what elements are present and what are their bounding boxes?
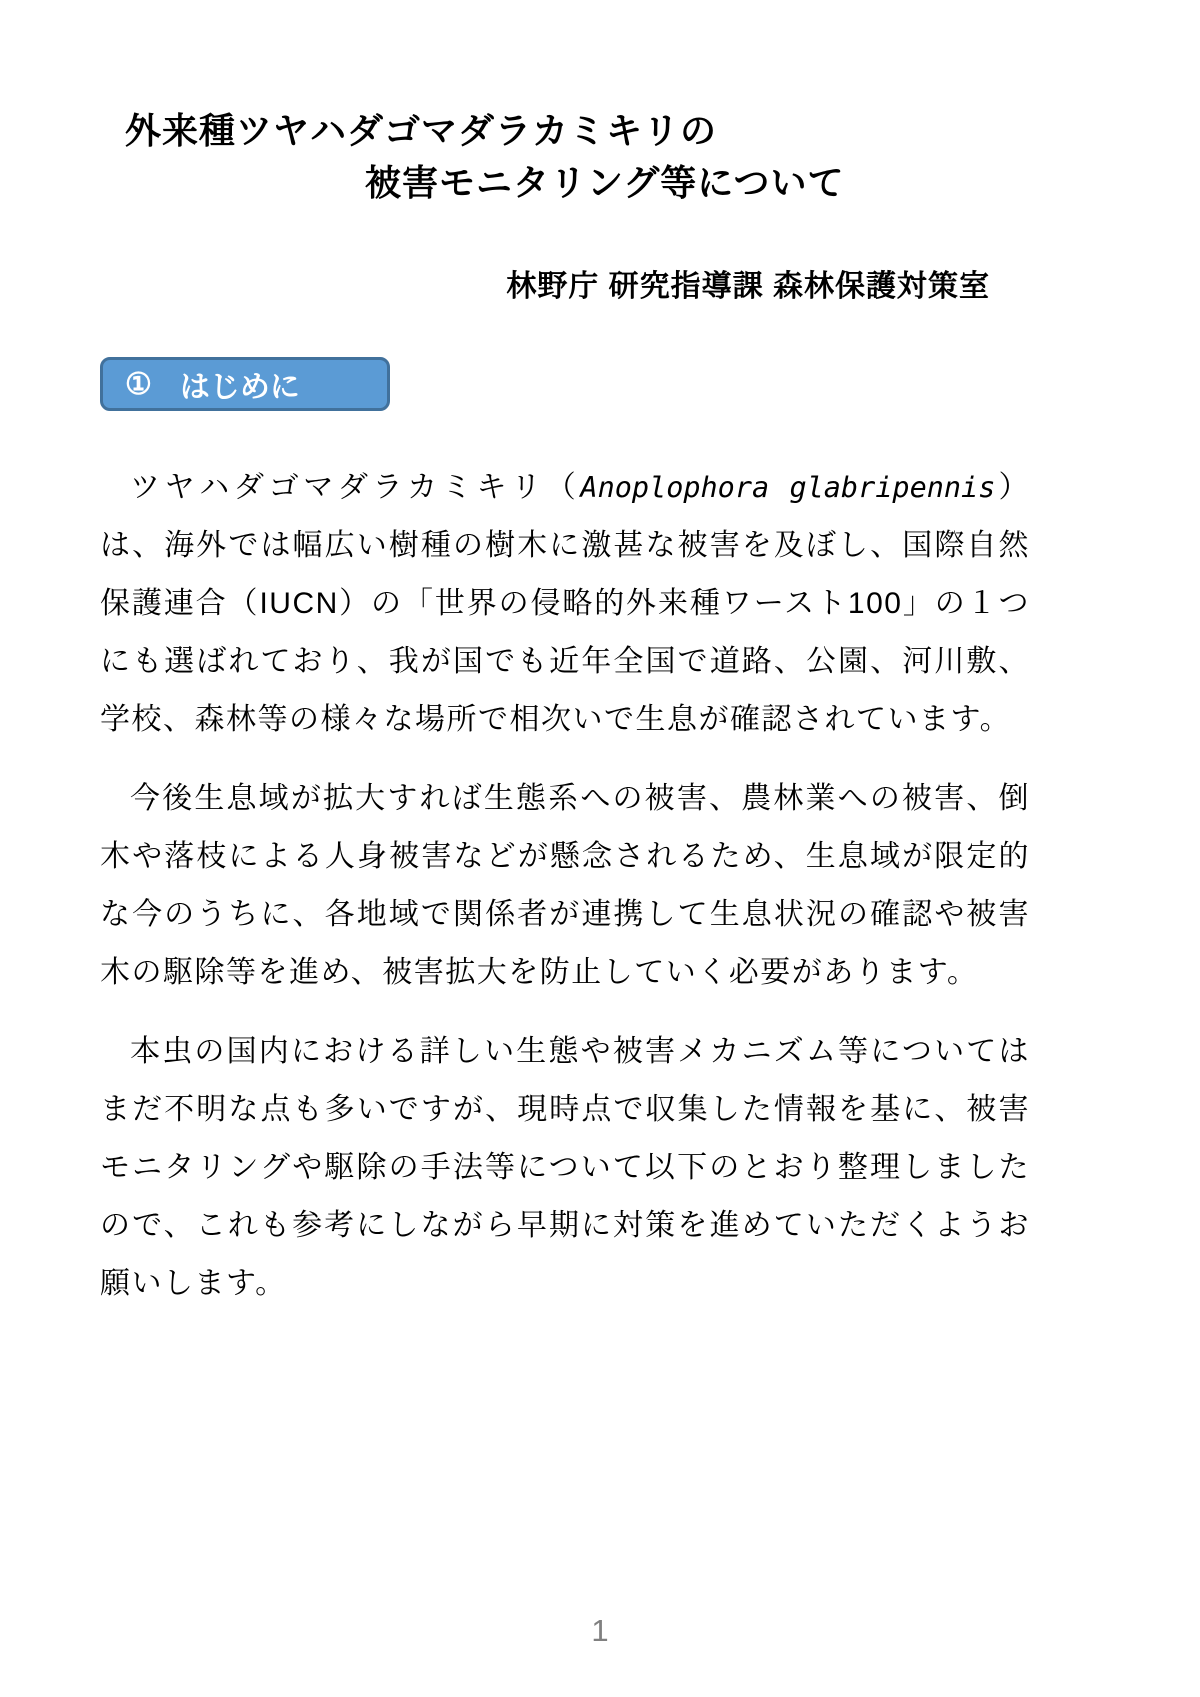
section-heading-box bbox=[100, 357, 390, 411]
author-line: 林野庁 研究指導課 森林保護対策室 bbox=[506, 270, 990, 303]
paragraph-request: 本虫の国内における詳しい生態や被害メカニズム等についてはまだ不明な点も多いですが、現時点で収集した情報を基に、被害モニタリングや駆除の手法等について以下のとおり整理しましたので、これも参考にしながら早期に対策を進めていただくようお願いします。 bbox=[100, 1035, 1030, 1300]
document-title bbox=[125, 105, 1030, 209]
species-latin-name: Anoplophora glabripennis bbox=[580, 471, 996, 504]
paragraph-damage-concern: 今後生息域が拡大すれば生態系への被害、農林業への被害、倒木や落枝による人身被害などが懸念されるため、生息域が限定的な今のうちに、各地域で関係者が連携して生息状況の確認や被害木の駆除等を進め、被害拡大を防止していく必要があります。 bbox=[100, 782, 1030, 989]
paragraph-1-text-after: ）は、海外では幅広い樹種の樹木に激甚な被害を及ぼし、国際自然保護連合（IUCN）の「世界の侵略的外来種ワースト100」の１つにも選ばれており、我が国でも近年全国で道路、公園、河川敷、学校、森林等の様々な場所で相次いで生息が確認されています。 bbox=[100, 471, 1031, 736]
page-number: 1 bbox=[591, 1613, 609, 1648]
paragraph-1-text-before: ツヤハダゴマダラカミキリ（ bbox=[130, 471, 581, 504]
section-heading-label: はじめに bbox=[179, 371, 300, 404]
title-line-1: 外来種ツヤハダゴマダラカミキリの bbox=[125, 110, 718, 151]
paragraph-intro-species bbox=[100, 459, 1030, 749]
document-body bbox=[100, 459, 1030, 1313]
section-number-badge: ① bbox=[125, 367, 152, 401]
title-line-2: 被害モニタリング等について bbox=[365, 162, 845, 203]
